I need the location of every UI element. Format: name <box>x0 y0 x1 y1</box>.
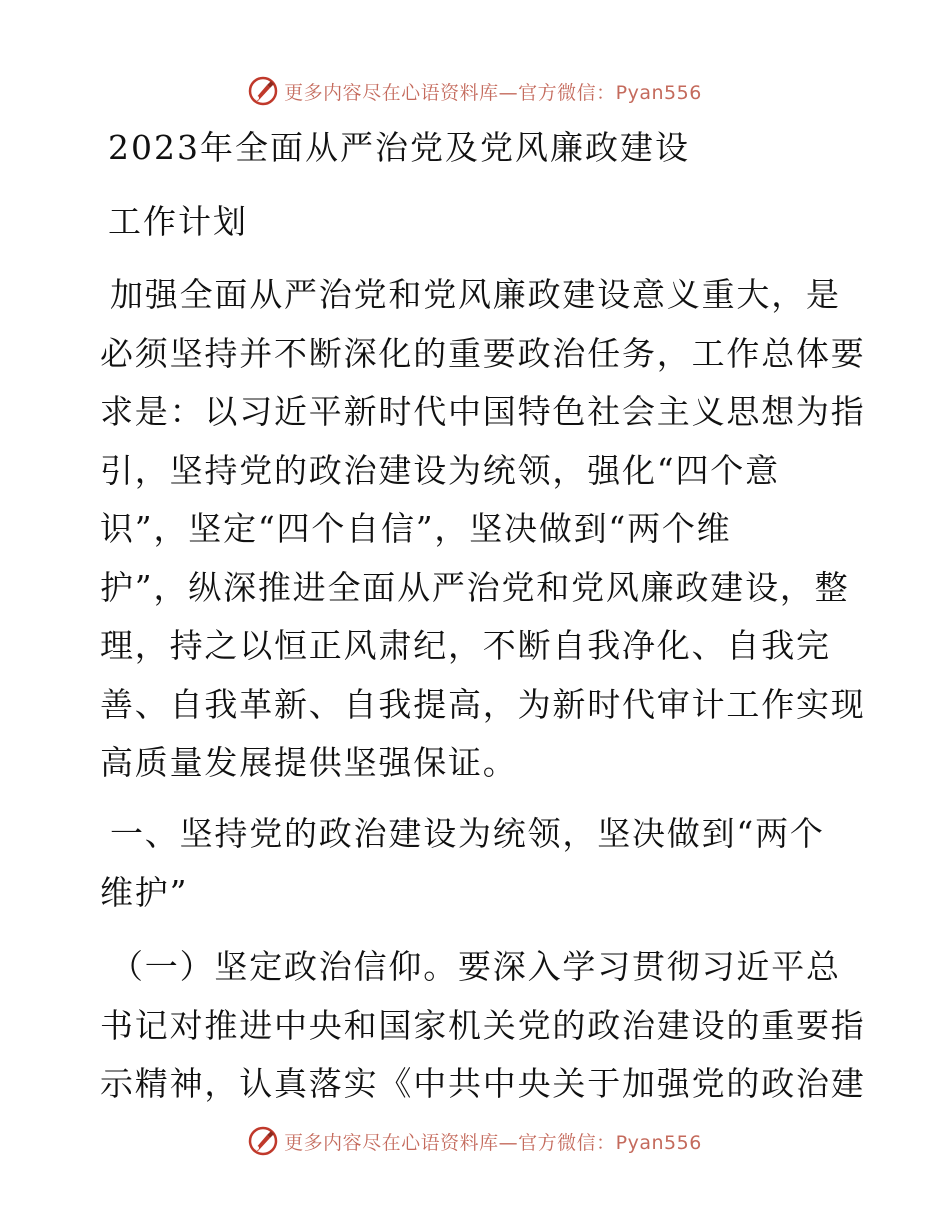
document-title-line1: 2023年全面从严治党及党风廉政建设 <box>108 128 690 167</box>
pen-logo-icon <box>248 76 278 106</box>
paragraph-line: 示精神，认真落实《中共中央关于加强党的政治建 <box>100 1064 866 1103</box>
paragraph-line: 必须坚持并不断深化的重要政治任务，工作总体要 <box>100 333 866 373</box>
header-watermark <box>0 71 950 111</box>
watermark-text: 更多内容尽在心语资料库—官方微信：Pyan556 <box>284 81 702 104</box>
section-heading-line: 维护” <box>100 872 189 912</box>
paragraph-line: 识”，坚定“四个自信”，坚决做到“两个维 <box>100 509 732 548</box>
subsection-paragraph <box>100 938 866 1114</box>
paragraph-line: 理，持之以恒正风肃纪，不断自我净化、自我完 <box>100 626 831 665</box>
document-title-line2: 工作计划 <box>108 202 248 241</box>
intro-paragraph <box>100 266 866 793</box>
watermark-text: 更多内容尽在心语资料库—官方微信：Pyan556 <box>284 1131 702 1154</box>
section-heading <box>100 805 825 922</box>
footer-watermark <box>0 1121 950 1161</box>
paragraph-line: 善、自我革新、自我提高，为新时代审计工作实现 <box>100 684 866 724</box>
paragraph-line: 护”，纵深推进全面从严治党和党风廉政建设，整 <box>100 567 850 607</box>
paragraph-line: （一）坚定政治信仰。要深入学习贯彻习近平总 <box>110 947 841 986</box>
paragraph-line: 求是：以习近平新时代中国特色社会主义思想为指 <box>100 392 866 431</box>
paragraph-line: 引，坚持党的政治建设为统领，强化“四个意 <box>100 450 780 490</box>
section-heading-line: 一、坚持党的政治建设为统领，坚决做到“两个 <box>110 814 825 853</box>
paragraph-line: 高质量发展提供坚强保证。 <box>100 743 518 782</box>
pen-logo-icon <box>248 1126 278 1156</box>
paragraph-line: 加强全面从严治党和党风廉政建设意义重大，是 <box>110 275 841 314</box>
paragraph-line: 书记对推进中央和国家机关党的政治建设的重要指 <box>100 1005 866 1045</box>
